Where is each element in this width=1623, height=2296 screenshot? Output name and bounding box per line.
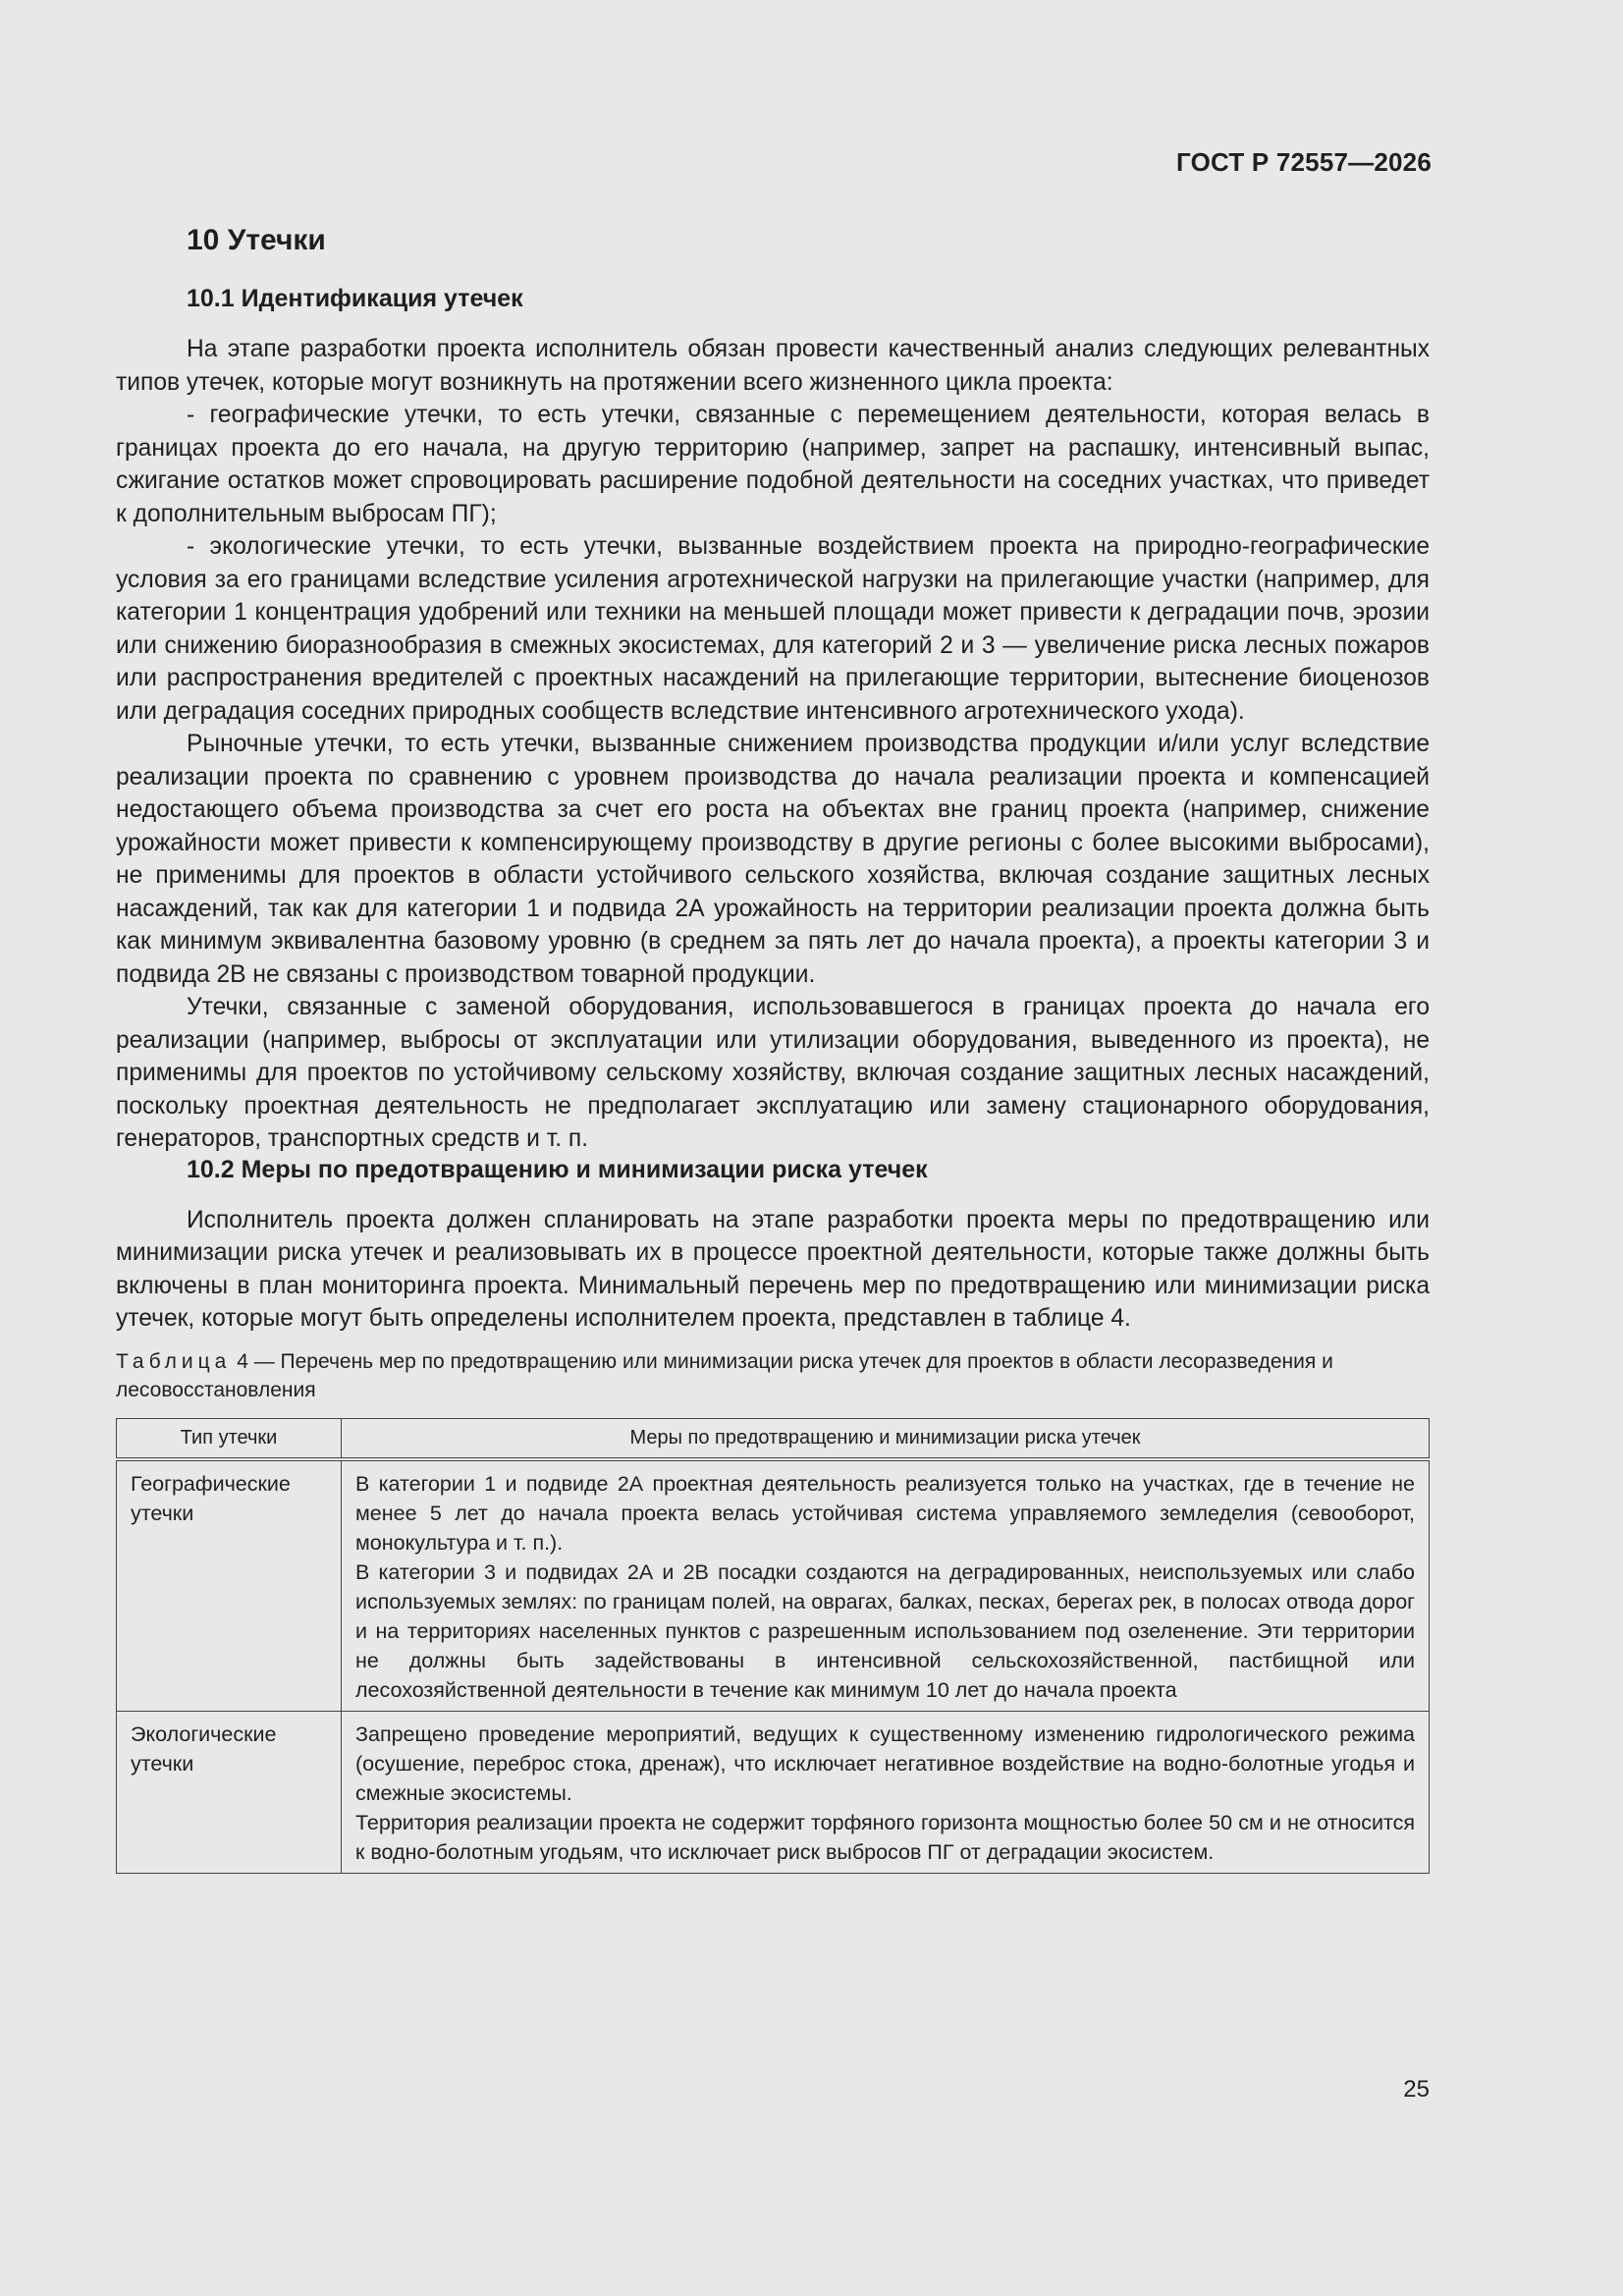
page-content [116, 224, 1430, 1874]
leak-type-cell: Экологические утечки [117, 1711, 342, 1873]
paragraph: Утечки, связанные с заменой оборудования, использовавшегося в границах проекта до начала его реализации (например, выбросы от эксплуатации или утилизации оборудования, выведенного из проекта), не применимы для проектов по устойчивому сельскому хозяйству, включая создание защитных лесных насаждений, поскольку проектная деятельность не предполагает эксплуатацию или замену стационарного оборудования, генераторов, транспортных средств и т. п. [116, 994, 1430, 1152]
measures-cell [342, 1711, 1430, 1873]
paragraph: Рыночные утечки, то есть утечки, вызванные снижением производства продукции и/или услуг вследствие реализации проекта по сравнению с уровнем производства до начала реализации проекта и компенсацией недостающего объема производства за счет его роста на объектах вне границ проекта (например, снижение урожайности может привести к компенсирующему производству в другие регионы с более высокими выбросами), не применимы для проектов в области устойчивого сельского хозяйства, включая создание защитных лесных насаждений, так как для категории 1 и подвида 2А урожайность на территории реализации проекта должна быть как минимум эквивалентна базовому уровню (в среднем за пять лет до начала проекта), а проекты категории 3 и подвида 2В не связаны с производством товарной продукции. [116, 731, 1430, 988]
table-row [117, 1711, 1430, 1873]
leakage-measures-table [116, 1418, 1430, 1874]
table-caption-label: Таблица [116, 1349, 232, 1373]
paragraph: - географические утечки, то есть утечки, связанные с перемещением деятельности, которая велась в границах проекта до его начала, на другую территорию (например, запрет на распашку, интенсивный выпас, сжигание остатков может спровоцировать расширение подобной деятельности на соседних участках, что приведет к дополнительным выбросам ПГ); [116, 402, 1430, 527]
measure-text: Территория реализации проекта не содержит торфяного горизонта мощностью более 50 см и не относится к водно-болотным угодьям, что исключает риск выбросов ПГ от деградации экосистем. [355, 1810, 1415, 1864]
table-caption-text: 4 — Перечень мер по предотвращению или минимизации риска утечек для проектов в области лесоразведения и лесовосстановления [116, 1349, 1333, 1401]
paragraph: - экологические утечки, то есть утечки, вызванные воздействием проекта на природно-географические условия за его границами вследствие усиления агротехнической нагрузки на прилегающие участки (например, для категории 1 концентрация удобрений или техники на меньшей площади может привести к деградации почв, эрозии или снижению биоразнообразия в смежных экосистемах, для категорий 2 и 3 — увеличение риска лесных пожаров или распространения вредителей с проектных насаждений на прилегающие территории, вытеснение биоценозов или деградация соседних природных сообществ вследствие интенсивного агротехнического ухода). [116, 533, 1430, 725]
document-code: ГОСТ Р 72557—2026 [1176, 147, 1432, 177]
measure-text: Запрещено проведение мероприятий, ведущих к существенному изменению гидрологического режима (осушение, переброс стока, дренаж), что исключает негативное воздействие на водно-болотные угодья и смежные экосистемы. [355, 1722, 1415, 1805]
subsection-title-10-1: 10.1 Идентификация утечек [187, 285, 523, 312]
page-number: 25 [1403, 2076, 1430, 2103]
section-title: 10 Утечки [187, 224, 326, 256]
measure-text: В категории 3 и подвидах 2А и 2В посадки создаются на деградированных, неиспользуемых или слабо используемых землях: по границам полей, на оврагах, балках, песках, берегах рек, в полосах отвода дорог и на территориях населенных пунктов с разрешенным использованием под озеленение. Эти территории не должны быть задействованы в интенсивной сельскохозяйственной, пастбищной или лесохозяйственной деятельности в течение как минимум 10 лет до начала проекта [355, 1559, 1415, 1702]
subsection-title-10-2: 10.2 Меры по предотвращению и минимизации риска утечек [187, 1155, 928, 1183]
leak-type-cell: Географические утечки [117, 1459, 342, 1712]
table-row [117, 1459, 1430, 1712]
column-header-measures: Меры по предотвращению и минимизации риска утечек [342, 1418, 1430, 1459]
table-caption [116, 1347, 1430, 1404]
measures-cell [342, 1459, 1430, 1712]
column-header-type: Тип утечки [117, 1418, 342, 1459]
table-header-row [117, 1418, 1430, 1459]
paragraph: На этапе разработки проекта исполнитель обязан провести качественный анализ следующих релевантных типов утечек, которые могут возникнуть на протяжении всего жизненного цикла проекта: [116, 336, 1430, 396]
paragraph: Исполнитель проекта должен спланировать на этапе разработки проекта меры по предотвращению или минимизации риска утечек и реализовывать их в процессе проектной деятельности, которые также должны быть включены в план мониторинга проекта. Минимальный перечень мер по предотвращению или минимизации риска утечек, которые могут быть определены исполнителем проекта, представлен в таблице 4. [116, 1206, 1430, 1332]
measure-text: В категории 1 и подвиде 2А проектная деятельность реализуется только на участках, где в течение не менее 5 лет до начала проекта велась устойчивая система управляемого земледелия (севооборот, монокультура и т. п.). [355, 1471, 1415, 1555]
